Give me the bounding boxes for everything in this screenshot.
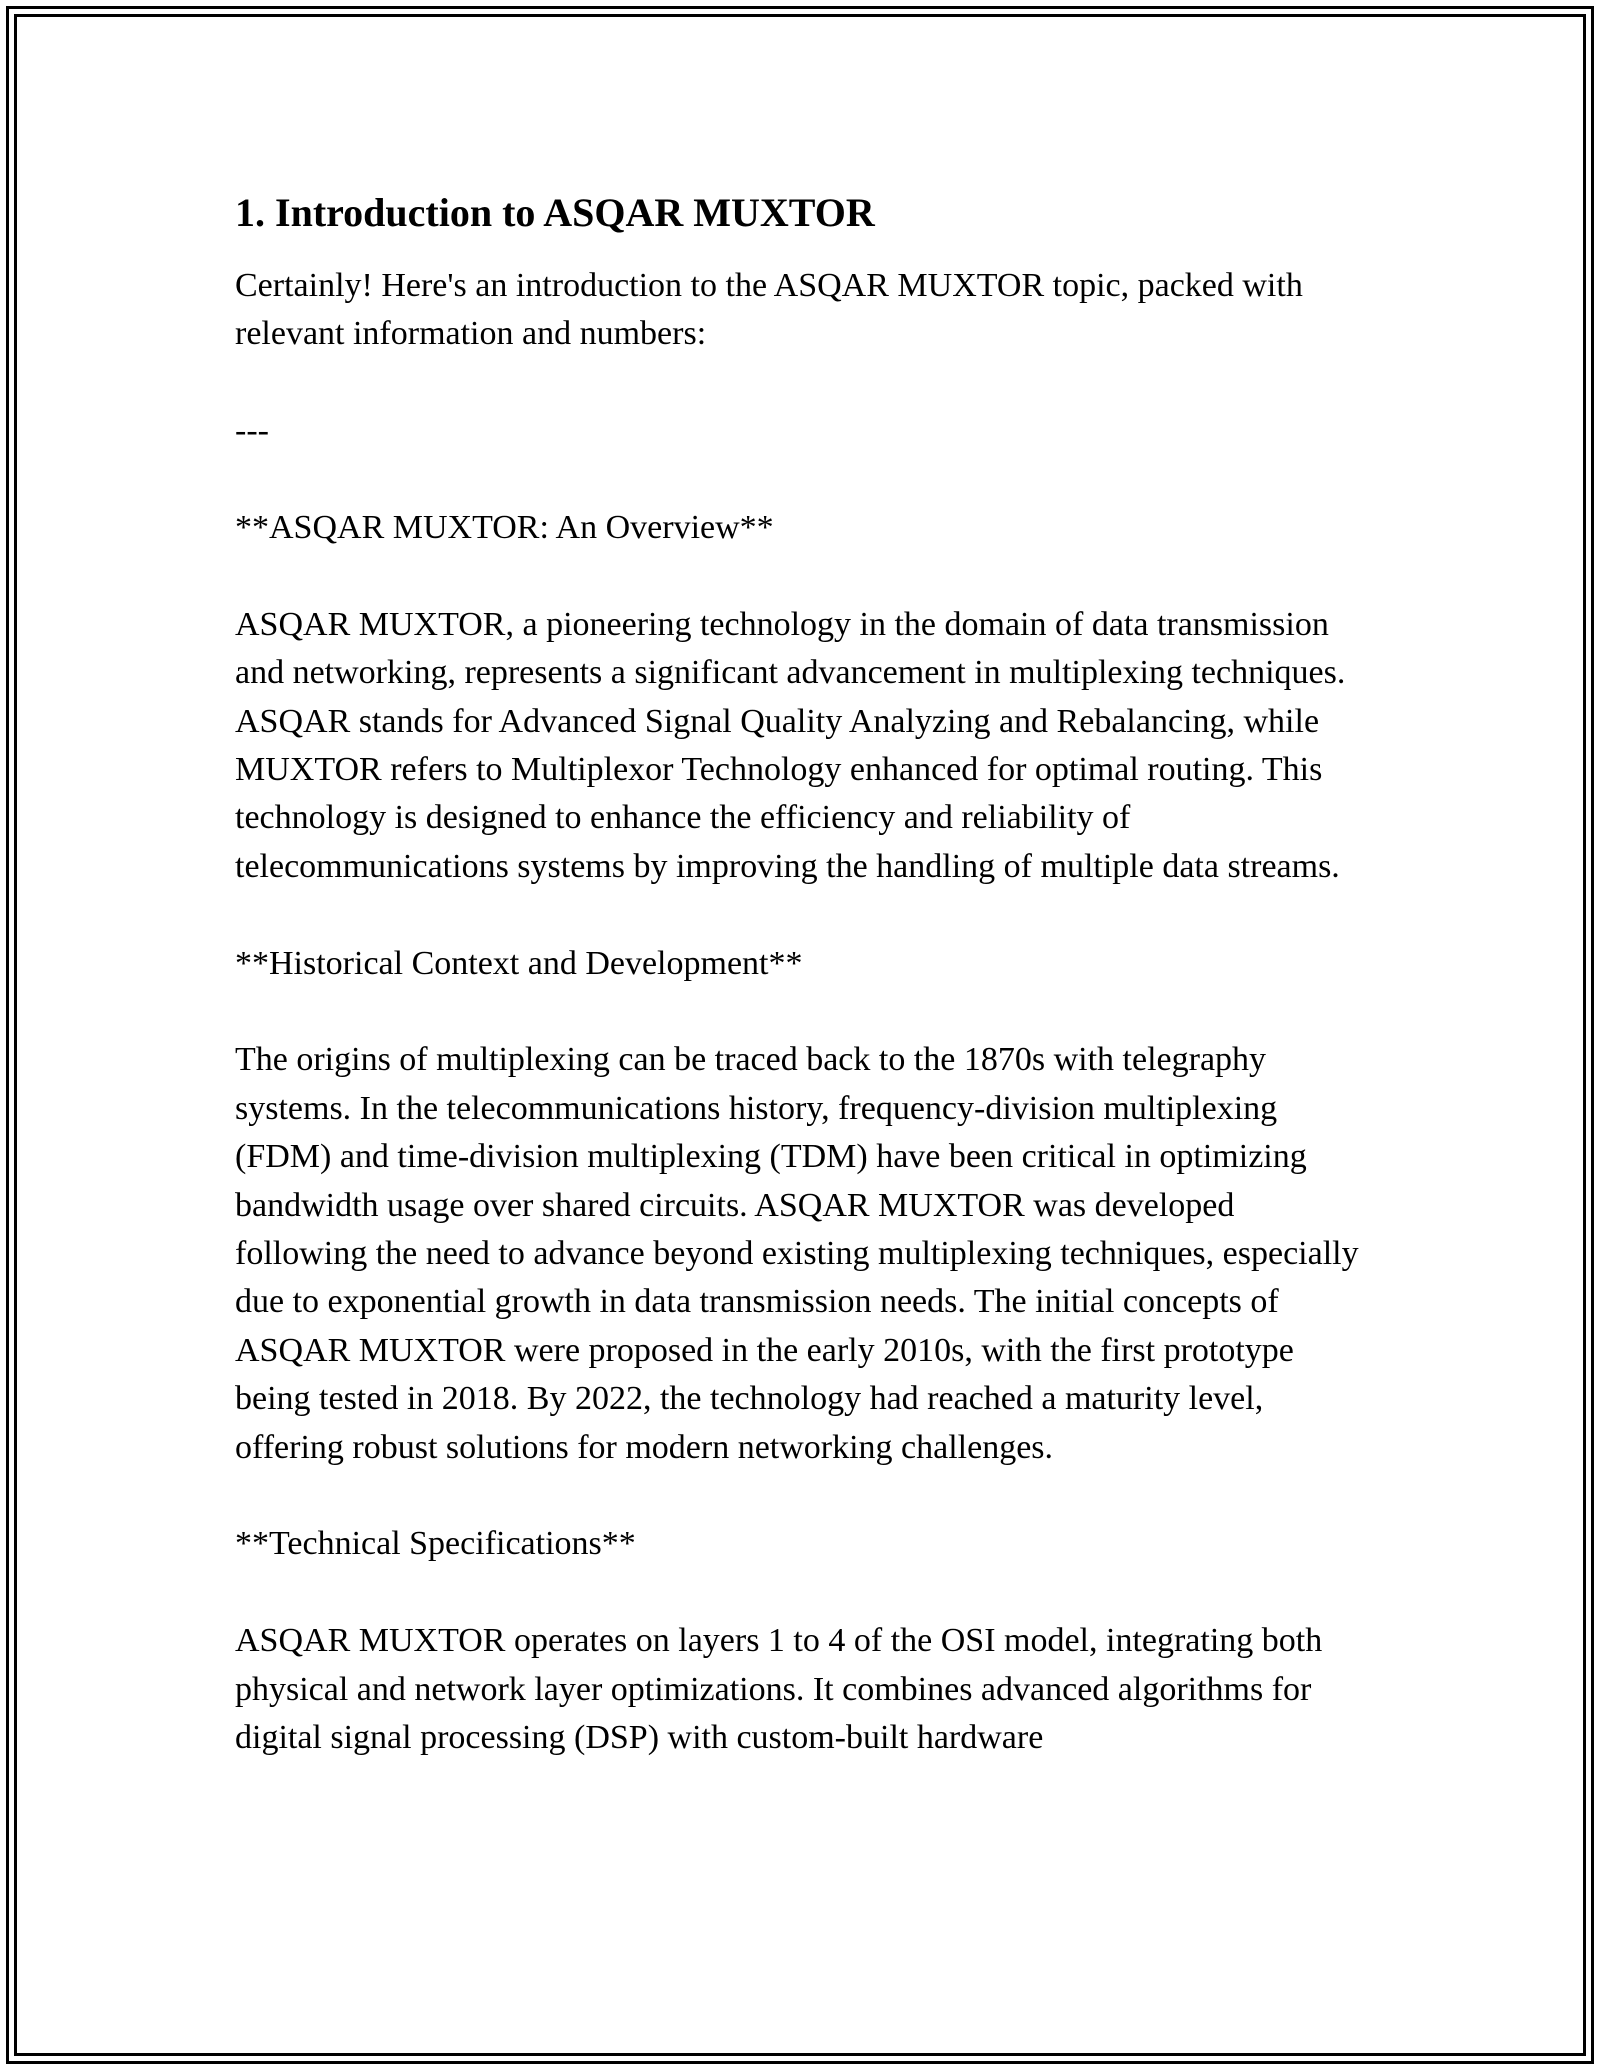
document-body bbox=[235, 186, 1370, 1762]
specs-subheading: **Technical Specifications** bbox=[235, 1525, 636, 1563]
overview-subheading: **ASQAR MUXTOR: An Overview** bbox=[235, 509, 774, 546]
separator-line: --- bbox=[235, 412, 269, 450]
history-paragraph: The origins of multiplexing can be traced back to the 1870s with telegraphy systems. In the telecommunications history, frequency-division multiplexing (FDM) and time-division multiplexing (TDM) have been critical in optimizing bandwidth usage over shared circuits. ASQAR MUXTOR was developed following the need to advance beyond existing multiplexing techniques, especially due to exponential growth in data transmission needs. The initial concepts of ASQAR MUXTOR were proposed in the early 2010s, with the first prototype being tested in 2018. By 2022, the technology had reached a maturity level, offering robust solutions for modern networking challenges. bbox=[235, 1041, 1359, 1466]
history-subheading: **Historical Context and Development** bbox=[235, 944, 803, 982]
section-heading: 1. Introduction to ASQAR MUXTOR bbox=[235, 190, 875, 235]
intro-paragraph: Certainly! Here's an introduction to the ASQAR MUXTOR topic, packed with relevant information and numbers: bbox=[235, 267, 1303, 353]
specs-paragraph: ASQAR MUXTOR operates on layers 1 to 4 of the OSI model, integrating both physical and network layer optimizations. It combines advanced algorithms for digital signal processing (DSP) with custom-built hardware bbox=[235, 1622, 1323, 1757]
overview-paragraph: ASQAR MUXTOR, a pioneering technology in the domain of data transmission and networking, represents a significant advancement in multiplexing techniques. ASQAR stands for Advanced Signal Quality Analyzing and Rebalancing, while MUXTOR refers to Multiplexor Technology enhanced for optimal routing. This technology is designed to enhance the efficiency and reliability of telecommunications systems by improving the handling of multiple data streams. bbox=[235, 605, 1346, 885]
